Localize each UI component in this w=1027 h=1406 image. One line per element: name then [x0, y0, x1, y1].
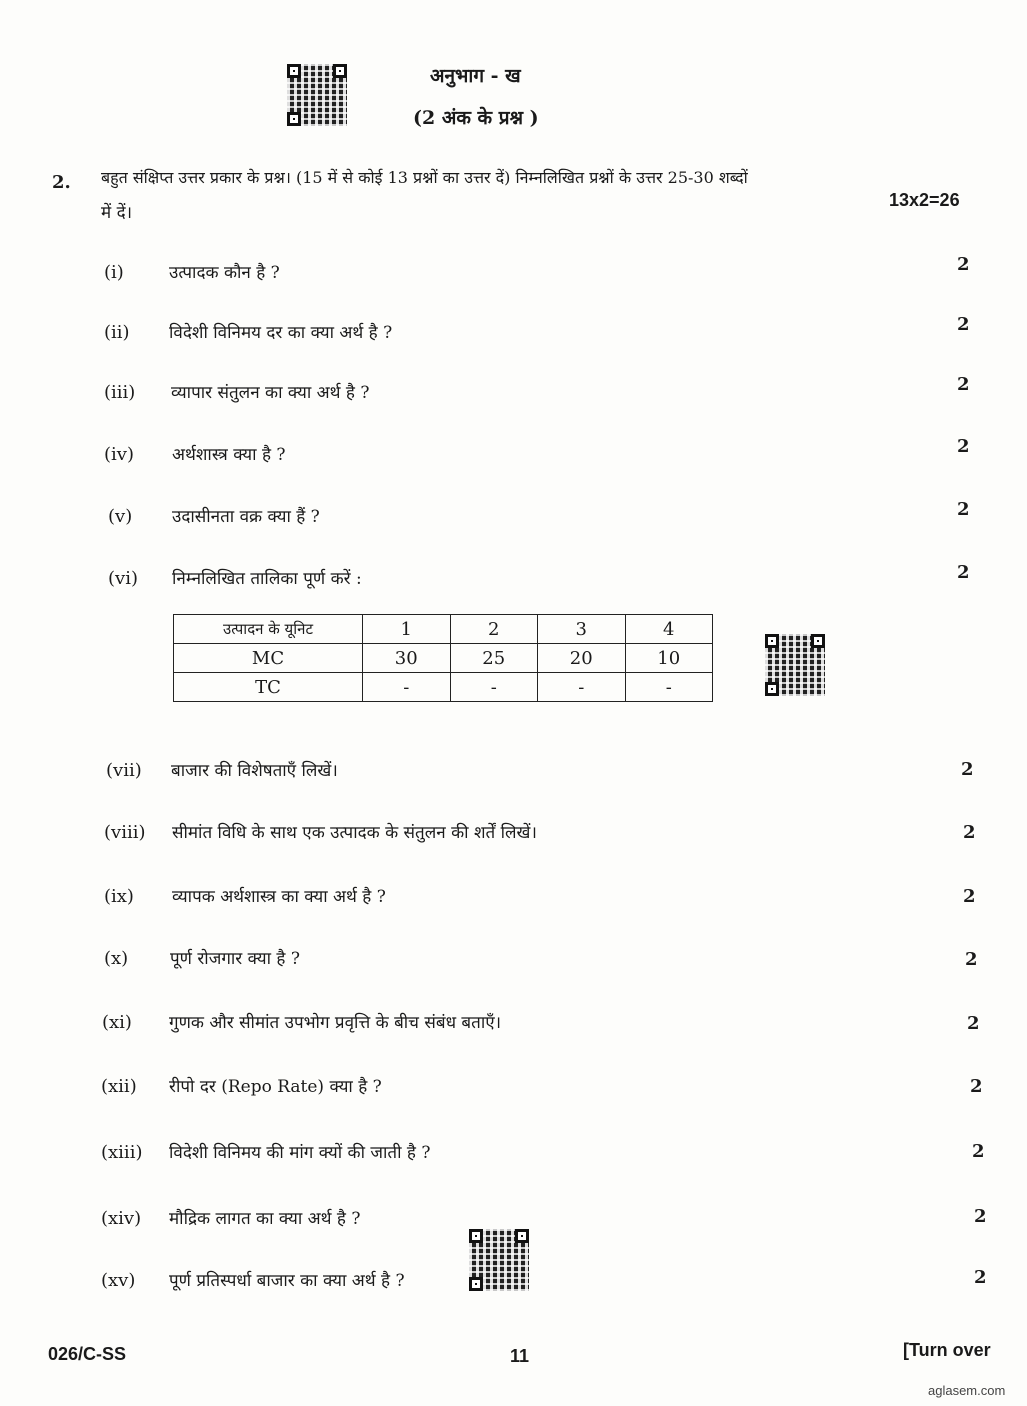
item-number: (vii): [106, 760, 142, 781]
item-marks: 2: [963, 886, 976, 907]
item-number: (xiv): [101, 1208, 142, 1229]
item-text: मौद्रिक लागत का क्या अर्थ है ?: [169, 1209, 361, 1229]
table-row: [174, 615, 713, 644]
item-marks: 2: [957, 374, 970, 395]
table-cell: 4: [625, 615, 713, 644]
item-text: पूर्ण रोजगार क्या है ?: [170, 949, 300, 969]
item-marks: 2: [961, 759, 974, 780]
page-number: 11: [510, 1346, 530, 1366]
item-text: व्यापार संतुलन का क्या अर्थ है ?: [171, 383, 370, 403]
table-cell: -: [363, 673, 451, 702]
item-text: व्यापक अर्थशास्त्र का क्या अर्थ है ?: [172, 887, 386, 907]
item-number: (viii): [104, 822, 146, 843]
item-text: विदेशी विनिमय की मांग क्यों की जाती है ?: [169, 1143, 431, 1163]
table-cell: -: [450, 673, 538, 702]
item-number: (xv): [101, 1270, 136, 1291]
table-row-label: MC: [174, 644, 363, 673]
table-cell: 20: [538, 644, 626, 673]
item-text: रीपो दर (Repo Rate) क्या है ?: [169, 1077, 382, 1097]
item-text: उदासीनता वक्र क्या हैं ?: [172, 507, 320, 527]
item-marks: 2: [970, 1076, 983, 1097]
item-text: बाजार की विशेषताएँ लिखें।: [171, 761, 338, 781]
item-text: पूर्ण प्रतिस्पर्धा बाजार का क्या अर्थ है ?: [169, 1271, 405, 1291]
qr-code-bottom: [469, 1229, 529, 1291]
table-cell: 30: [363, 644, 451, 673]
item-number: (v): [108, 506, 133, 527]
item-number: (ix): [104, 886, 134, 907]
item-text: विदेशी विनिमय दर का क्या अर्थ है ?: [169, 323, 393, 343]
question-instruction-line2: में दें।: [101, 203, 133, 223]
item-marks: 2: [972, 1141, 985, 1162]
item-marks: 2: [957, 254, 970, 275]
item-marks: 2: [957, 314, 970, 335]
paper-code: 026/C-SS: [48, 1344, 127, 1364]
item-number: (xi): [102, 1012, 132, 1033]
table-row-label: TC: [174, 673, 363, 702]
item-marks: 2: [965, 949, 978, 970]
item-number: (iii): [104, 382, 136, 403]
item-marks: 2: [974, 1267, 987, 1288]
section-subtitle: (2 अंक के प्रश्न ): [413, 107, 539, 129]
table-cell: -: [538, 673, 626, 702]
item-number: (vi): [108, 568, 138, 589]
turn-over-label: [Turn over: [903, 1340, 991, 1360]
question-number: 2.: [52, 172, 71, 193]
item-number: (xii): [101, 1076, 137, 1097]
qr-code-top: [287, 64, 347, 126]
item-marks: 2: [957, 562, 970, 583]
item-marks: 2: [974, 1206, 987, 1227]
item-text: अर्थशास्त्र क्या है ?: [172, 445, 286, 465]
item-number: (i): [104, 262, 124, 283]
watermark: aglasem.com: [928, 1383, 1006, 1398]
table-cell: 1: [363, 615, 451, 644]
table-cell: -: [625, 673, 713, 702]
item-marks: 2: [957, 499, 970, 520]
item-marks: 2: [957, 436, 970, 457]
qr-code-middle: [765, 634, 825, 696]
table-cell: 3: [538, 615, 626, 644]
table-cell: 25: [450, 644, 538, 673]
item-number: (xiii): [101, 1142, 143, 1163]
table-cell: 2: [450, 615, 538, 644]
question-total-marks: 13x2=26: [889, 190, 960, 210]
item-number: (ii): [104, 322, 130, 343]
item-text: गुणक और सीमांत उपभोग प्रवृत्ति के बीच संबंध बताएँ।: [169, 1013, 502, 1033]
item-text: उत्पादक कौन है ?: [169, 263, 280, 283]
item-text: निम्नलिखित तालिका पूर्ण करें :: [172, 569, 362, 589]
cost-table: [173, 614, 713, 702]
item-text: सीमांत विधि के साथ एक उत्पादक के संतुलन की शर्तें लिखें।: [172, 823, 537, 843]
question-instruction-line1: बहुत संक्षिप्त उत्तर प्रकार के प्रश्न। (15 में से कोई 13 प्रश्नों का उत्तर दें) निम्नलिखित प्रश्नों के उत्तर 25-30 शब्दों: [101, 168, 748, 187]
table-cell: 10: [625, 644, 713, 673]
section-title: अनुभाग - ख: [430, 65, 521, 87]
item-marks: 2: [967, 1013, 980, 1034]
item-number: (x): [104, 948, 129, 969]
table-row: [174, 673, 713, 702]
item-marks: 2: [963, 822, 976, 843]
table-header-label: उत्पादन के यूनिट: [174, 615, 363, 644]
item-number: (iv): [104, 444, 134, 465]
table-row: [174, 644, 713, 673]
